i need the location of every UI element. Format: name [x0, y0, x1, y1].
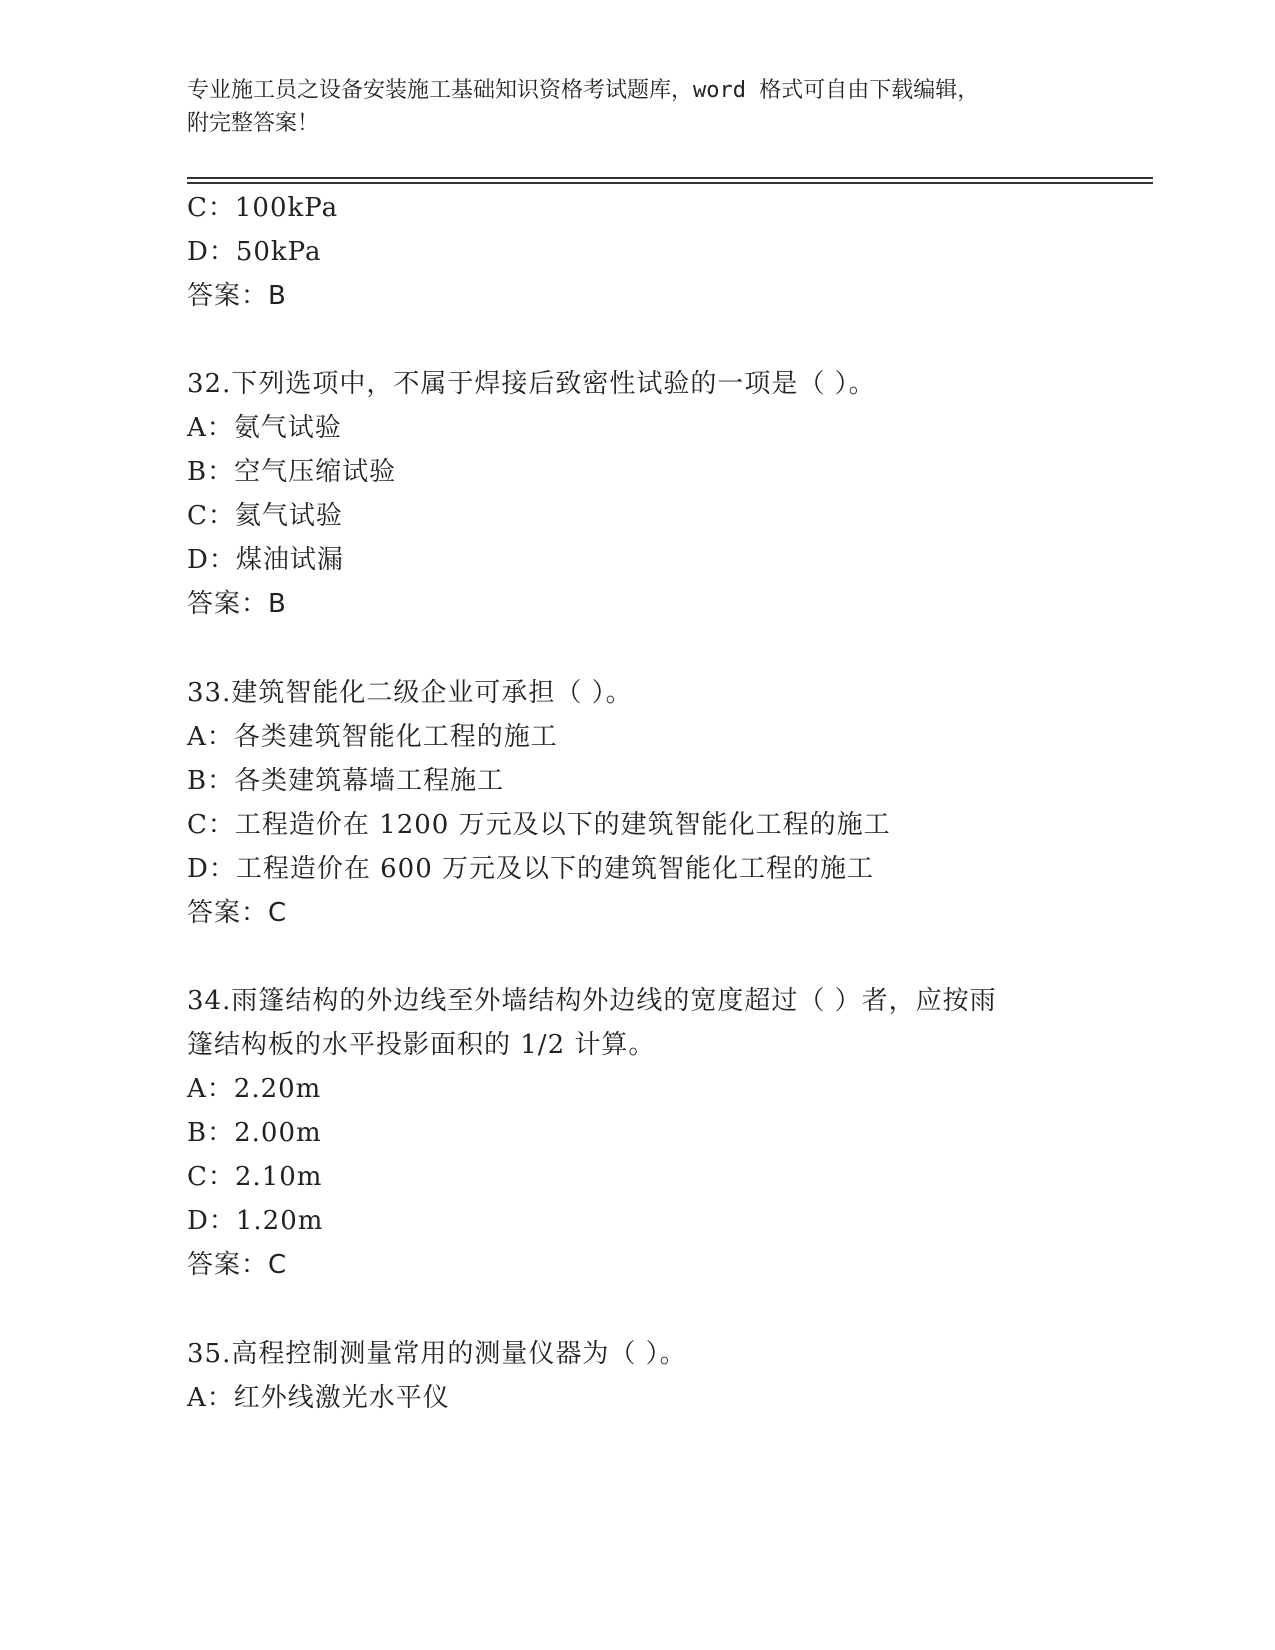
q34-option-a: A：2.20m	[187, 1074, 322, 1104]
prev-option-d: D：50kPa	[187, 237, 322, 267]
q35-stem: 35.高程控制测量常用的测量仪器为（ ）。	[187, 1339, 687, 1369]
header-rule-bottom	[187, 182, 1153, 184]
q34-option-c: C：2.10m	[187, 1162, 323, 1192]
document-header	[187, 74, 1087, 140]
header-rule-top	[187, 177, 1153, 179]
q32-answer: 答案：B	[187, 589, 287, 619]
q35-option-a: A：红外线激光水平仪	[187, 1383, 450, 1413]
header-line-2: 附完整答案！	[187, 111, 320, 136]
q33-option-a: A：各类建筑智能化工程的施工	[187, 722, 558, 752]
q33-option-b: B：各类建筑幕墙工程施工	[187, 766, 505, 796]
prev-option-c: C：100kPa	[187, 193, 339, 223]
q34-stem-line-2: 篷结构板的水平投影面积的 1/2 计算。	[187, 1030, 656, 1060]
header-line-1: 专业施工员之设备安装施工基础知识资格考试题库，word 格式可自由下载编辑，	[187, 78, 980, 103]
q34-option-d: D：1.20m	[187, 1206, 324, 1236]
q32-option-c: C：氦气试验	[187, 501, 343, 531]
q33-stem: 33.建筑智能化二级企业可承担（ ）。	[187, 678, 633, 708]
q32-option-b: B：空气压缩试验	[187, 457, 397, 487]
q33-option-c: C：工程造价在 1200 万元及以下的建筑智能化工程的施工	[187, 810, 891, 840]
q32-option-d: D：煤油试漏	[187, 545, 344, 575]
prev-answer: 答案：B	[187, 281, 287, 311]
q32-option-a: A：氨气试验	[187, 413, 342, 443]
q32-stem: 32.下列选项中，不属于焊接后致密性试验的一项是（ ）。	[187, 369, 876, 399]
q34-option-b: B：2.00m	[187, 1118, 322, 1148]
q33-answer: 答案：C	[187, 898, 288, 928]
q34-stem-line-1: 34.雨篷结构的外边线至外墙结构外边线的宽度超过（ ）者，应按雨	[187, 986, 997, 1016]
q33-option-d: D：工程造价在 600 万元及以下的建筑智能化工程的施工	[187, 854, 875, 884]
q34-answer: 答案：C	[187, 1250, 288, 1280]
